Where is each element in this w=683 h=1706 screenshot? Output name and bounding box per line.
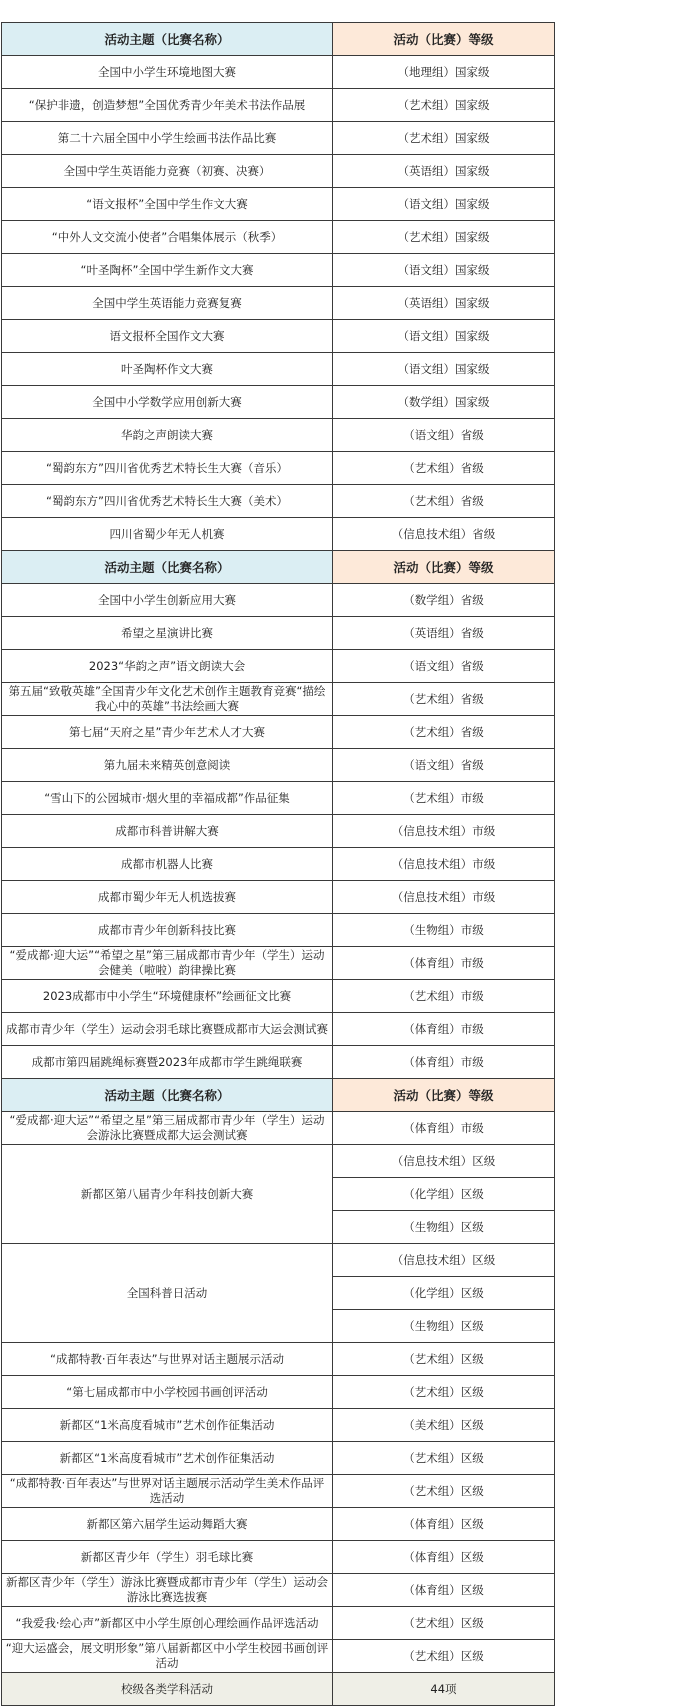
table-row xyxy=(2,1244,555,1277)
activity-level-cell: （美术组）区级 xyxy=(333,1409,555,1442)
activity-level-cell: （信息技术组）市级 xyxy=(333,881,555,914)
activity-name-cell: “第七届成都市中小学校园书画创评活动 xyxy=(2,1376,333,1409)
table-row xyxy=(2,1376,555,1409)
activity-name-cell: 第五届“致敬英雄”全国青少年文化艺术创作主题教育竞赛“描绘我心中的英雄”书法绘画大赛 xyxy=(2,683,333,716)
activity-name-cell: 新都区第六届学生运动舞蹈大赛 xyxy=(2,1508,333,1541)
activity-name-cell: 全国中小学生创新应用大赛 xyxy=(2,584,333,617)
table-row xyxy=(2,815,555,848)
activity-level-cell: （生物组）区级 xyxy=(333,1310,555,1343)
activity-name-cell: 2023“华韵之声”语文朗读大会 xyxy=(2,650,333,683)
activity-level-cell: （艺术组）省级 xyxy=(333,683,555,716)
activity-name-cell: 希望之星演讲比赛 xyxy=(2,617,333,650)
table-row xyxy=(2,1409,555,1442)
table-row xyxy=(2,782,555,815)
activity-name-cell: “语文报杯”全国中学生作文大赛 xyxy=(2,188,333,221)
header-level-cell: 活动（比赛）等级 xyxy=(333,1079,555,1112)
activity-name-cell: 新都区“1米高度看城市”艺术创作征集活动 xyxy=(2,1409,333,1442)
table-row xyxy=(2,386,555,419)
activity-level-cell: （体育组）市级 xyxy=(333,1112,555,1145)
table-row xyxy=(2,56,555,89)
table-row xyxy=(2,1574,555,1607)
activity-level-cell: （艺术组）省级 xyxy=(333,452,555,485)
activity-level-cell: （生物组）市级 xyxy=(333,914,555,947)
activity-level-cell: （体育组）区级 xyxy=(333,1574,555,1607)
activity-name-cell: “蜀韵东方”四川省优秀艺术特长生大赛（音乐） xyxy=(2,452,333,485)
table-row xyxy=(2,1607,555,1640)
table-row xyxy=(2,188,555,221)
activity-name-cell: 2023成都市中小学生“环境健康杯”绘画征文比赛 xyxy=(2,980,333,1013)
table-footer-row xyxy=(2,1673,555,1706)
activity-name-cell: 全国中学生英语能力竞赛复赛 xyxy=(2,287,333,320)
table-row xyxy=(2,122,555,155)
activity-name-cell: 第七届“天府之星”青少年艺术人才大赛 xyxy=(2,716,333,749)
table-row xyxy=(2,749,555,782)
activity-name-cell: 第九届未来精英创意阅读 xyxy=(2,749,333,782)
activity-name-cell: 成都市科普讲解大赛 xyxy=(2,815,333,848)
header-level-cell: 活动（比赛）等级 xyxy=(333,551,555,584)
table-row xyxy=(2,353,555,386)
competition-table xyxy=(1,22,555,1706)
table-row xyxy=(2,683,555,716)
activity-level-cell: （语文组）省级 xyxy=(333,419,555,452)
activity-level-cell: （艺术组）区级 xyxy=(333,1640,555,1673)
activity-level-cell: （艺术组）区级 xyxy=(333,1475,555,1508)
activity-level-cell: （信息技术组）区级 xyxy=(333,1244,555,1277)
table-row xyxy=(2,650,555,683)
activity-name-cell: 全国中小学生环境地图大赛 xyxy=(2,56,333,89)
activity-level-cell: （艺术组）市级 xyxy=(333,782,555,815)
activity-name-cell: “迎大运盛会，展文明形象”第八届新都区中小学生校园书画创评活动 xyxy=(2,1640,333,1673)
activity-level-cell: （语文组）省级 xyxy=(333,650,555,683)
activity-level-cell: （数学组）国家级 xyxy=(333,386,555,419)
activity-name-cell: “保护非遗，创造梦想”全国优秀青少年美术书法作品展 xyxy=(2,89,333,122)
table-row xyxy=(2,419,555,452)
activity-level-cell: （体育组）市级 xyxy=(333,1013,555,1046)
activity-level-cell: （艺术组）区级 xyxy=(333,1607,555,1640)
activity-name-cell: 成都市第四届跳绳标赛暨2023年成都市学生跳绳联赛 xyxy=(2,1046,333,1079)
activity-name-cell: “我爱我·绘心声”新都区中小学生原创心理绘画作品评选活动 xyxy=(2,1607,333,1640)
table-row xyxy=(2,1640,555,1673)
activity-level-cell: （艺术组）国家级 xyxy=(333,89,555,122)
activity-name-cell: “爱成都·迎大运”“希望之星”第三届成都市青少年（学生）运动会健美（啦啦）韵律操比赛 xyxy=(2,947,333,980)
table-row xyxy=(2,518,555,551)
table-row xyxy=(2,1442,555,1475)
footer-count-cell: 44项 xyxy=(333,1673,555,1706)
activity-name-cell: 语文报杯全国作文大赛 xyxy=(2,320,333,353)
table-header-row xyxy=(2,1079,555,1112)
activity-name-cell: 全国中小学数学应用创新大赛 xyxy=(2,386,333,419)
header-name-cell: 活动主题（比赛名称） xyxy=(2,23,333,56)
table-row xyxy=(2,914,555,947)
activity-name-cell: 新都区第八届青少年科技创新大赛 xyxy=(2,1145,333,1244)
activity-name-cell: “成都特教·百年表达”与世界对话主题展示活动 xyxy=(2,1343,333,1376)
activity-name-cell: 新都区“1米高度看城市”艺术创作征集活动 xyxy=(2,1442,333,1475)
activity-name-cell: 华韵之声朗读大赛 xyxy=(2,419,333,452)
activity-level-cell: （艺术组）区级 xyxy=(333,1376,555,1409)
header-level-cell: 活动（比赛）等级 xyxy=(333,23,555,56)
table-row xyxy=(2,1145,555,1178)
table-row xyxy=(2,1013,555,1046)
activity-name-cell: “叶圣陶杯”全国中学生新作文大赛 xyxy=(2,254,333,287)
activity-level-cell: （艺术组）国家级 xyxy=(333,221,555,254)
activity-name-cell: 成都市青少年创新科技比赛 xyxy=(2,914,333,947)
table-row xyxy=(2,221,555,254)
table-row xyxy=(2,1475,555,1508)
activity-level-cell: （数学组）省级 xyxy=(333,584,555,617)
table-row xyxy=(2,716,555,749)
activity-level-cell: （艺术组）省级 xyxy=(333,716,555,749)
activity-level-cell: （艺术组）区级 xyxy=(333,1442,555,1475)
table-row xyxy=(2,881,555,914)
activity-name-cell: “成都特教·百年表达”与世界对话主题展示活动学生美术作品评选活动 xyxy=(2,1475,333,1508)
activity-level-cell: （信息技术组）市级 xyxy=(333,848,555,881)
table-row xyxy=(2,617,555,650)
activity-level-cell: （体育组）区级 xyxy=(333,1508,555,1541)
activity-name-cell: 全国科普日活动 xyxy=(2,1244,333,1343)
table-row xyxy=(2,980,555,1013)
table-row xyxy=(2,584,555,617)
table-row xyxy=(2,254,555,287)
activity-level-cell: （艺术组）省级 xyxy=(333,485,555,518)
activity-level-cell: （信息技术组）省级 xyxy=(333,518,555,551)
activity-level-cell: （艺术组）国家级 xyxy=(333,122,555,155)
table-row xyxy=(2,155,555,188)
activity-level-cell: （体育组）市级 xyxy=(333,947,555,980)
activity-name-cell: 新都区青少年（学生）游泳比赛暨成都市青少年（学生）运动会游泳比赛选拔赛 xyxy=(2,1574,333,1607)
table-row xyxy=(2,1112,555,1145)
table-header-row xyxy=(2,551,555,584)
activity-level-cell: （化学组）区级 xyxy=(333,1277,555,1310)
table-row xyxy=(2,1343,555,1376)
activity-level-cell: （体育组）区级 xyxy=(333,1541,555,1574)
activity-level-cell: （英语组）省级 xyxy=(333,617,555,650)
activity-name-cell: “爱成都·迎大运”“希望之星”第三届成都市青少年（学生）运动会游泳比赛暨成都大运会测试赛 xyxy=(2,1112,333,1145)
activity-level-cell: （语文组）国家级 xyxy=(333,320,555,353)
activity-level-cell: （信息技术组）区级 xyxy=(333,1145,555,1178)
activity-name-cell: “中外人文交流小使者”合唱集体展示（秋季） xyxy=(2,221,333,254)
activity-name-cell: 成都市机器人比赛 xyxy=(2,848,333,881)
activity-name-cell: 成都市青少年（学生）运动会羽毛球比赛暨成都市大运会测试赛 xyxy=(2,1013,333,1046)
activity-level-cell: （信息技术组）市级 xyxy=(333,815,555,848)
table-row xyxy=(2,1046,555,1079)
activity-level-cell: （艺术组）区级 xyxy=(333,1343,555,1376)
table-row xyxy=(2,485,555,518)
activity-name-cell: “雪山下的公园城市·烟火里的幸福成都”作品征集 xyxy=(2,782,333,815)
table-row xyxy=(2,1508,555,1541)
table-row xyxy=(2,320,555,353)
table-row xyxy=(2,452,555,485)
activity-level-cell: （生物组）区级 xyxy=(333,1211,555,1244)
activity-level-cell: （艺术组）市级 xyxy=(333,980,555,1013)
activity-name-cell: 全国中学生英语能力竞赛（初赛、决赛） xyxy=(2,155,333,188)
activity-level-cell: （化学组）区级 xyxy=(333,1178,555,1211)
activity-level-cell: （语文组）省级 xyxy=(333,749,555,782)
header-name-cell: 活动主题（比赛名称） xyxy=(2,551,333,584)
table-row xyxy=(2,848,555,881)
activity-name-cell: 新都区青少年（学生）羽毛球比赛 xyxy=(2,1541,333,1574)
activity-name-cell: 第二十六届全国中小学生绘画书法作品比赛 xyxy=(2,122,333,155)
table-row xyxy=(2,1541,555,1574)
header-name-cell: 活动主题（比赛名称） xyxy=(2,1079,333,1112)
activity-name-cell: 叶圣陶杯作文大赛 xyxy=(2,353,333,386)
activity-name-cell: 成都市蜀少年无人机选拔赛 xyxy=(2,881,333,914)
table-row xyxy=(2,89,555,122)
activity-level-cell: （英语组）国家级 xyxy=(333,155,555,188)
activity-name-cell: 四川省蜀少年无人机赛 xyxy=(2,518,333,551)
activity-level-cell: （英语组）国家级 xyxy=(333,287,555,320)
activity-name-cell: “蜀韵东方”四川省优秀艺术特长生大赛（美术） xyxy=(2,485,333,518)
activity-level-cell: （体育组）市级 xyxy=(333,1046,555,1079)
activity-level-cell: （语文组）国家级 xyxy=(333,353,555,386)
table-header-row xyxy=(2,23,555,56)
table-row xyxy=(2,947,555,980)
activity-level-cell: （语文组）国家级 xyxy=(333,254,555,287)
activity-level-cell: （地理组）国家级 xyxy=(333,56,555,89)
table-row xyxy=(2,287,555,320)
footer-name-cell: 校级各类学科活动 xyxy=(2,1673,333,1706)
activity-level-cell: （语文组）国家级 xyxy=(333,188,555,221)
